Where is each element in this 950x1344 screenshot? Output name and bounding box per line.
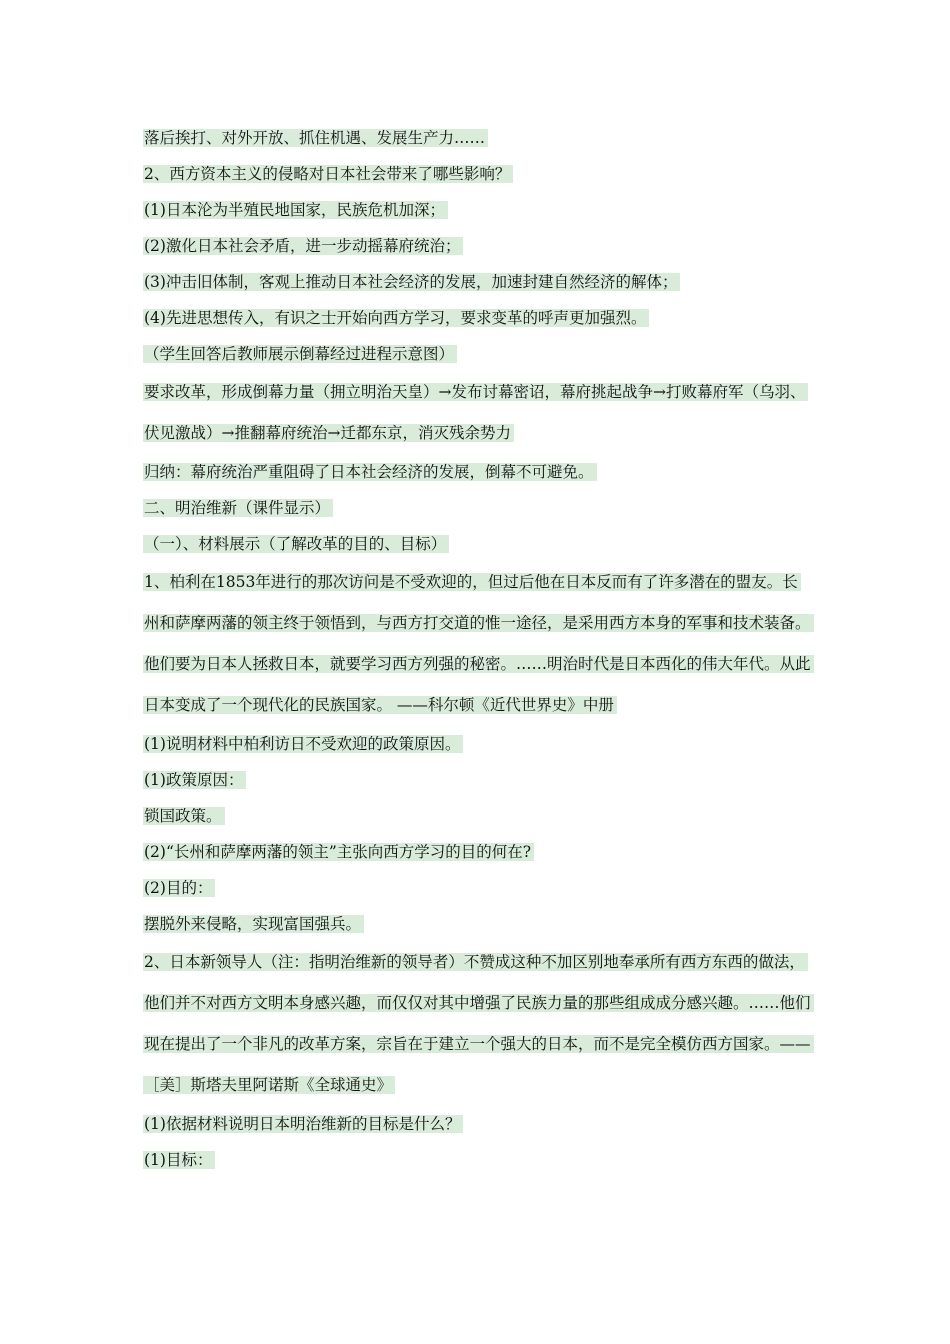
paragraph-text: (1)目标： xyxy=(143,1151,215,1169)
paragraph-9 xyxy=(143,454,813,490)
paragraph-text: 归纳：幕府统治严重阻碍了日本社会经济的发展，倒幕不可避免。 xyxy=(143,463,597,481)
paragraph-text: （一）、材料展示（了解改革的目的、目标） xyxy=(143,535,449,553)
paragraph-text: 锁国政策。 xyxy=(143,807,225,825)
paragraph-text: (2)激化日本社会矛盾，进一步动摇幕府统治； xyxy=(143,237,463,255)
paragraph-5 xyxy=(143,264,813,300)
paragraph-4 xyxy=(143,228,813,264)
paragraph-text: 二、明治维新（课件显示） xyxy=(143,499,333,517)
document-body xyxy=(143,120,813,1178)
paragraph-16 xyxy=(143,834,813,870)
section-heading xyxy=(143,490,813,526)
paragraph-20 xyxy=(143,1106,813,1142)
subsection-heading xyxy=(143,526,813,562)
paragraph-text: 摆脱外来侵略，实现富国强兵。 xyxy=(143,915,364,933)
paragraph-text: (1)政策原因： xyxy=(143,771,246,789)
paragraph-1 xyxy=(143,120,813,156)
paragraph-3 xyxy=(143,192,813,228)
paragraph-14 xyxy=(143,762,813,798)
paragraph-text: 2、西方资本主义的侵略对日本社会带来了哪些影响？ xyxy=(143,165,513,183)
paragraph-text: (1)日本沦为半殖民地国家，民族危机加深； xyxy=(143,201,448,219)
paragraph-7 xyxy=(143,336,813,372)
paragraph-text: 要求改革，形成倒幕力量（拥立明治天皇）→发布讨幕密诏，幕府挑起战争→打败幕府军（乌羽、伏见激战）→推翻幕府统治→迁都东京，消灭残余势力 xyxy=(143,383,808,442)
paragraph-13 xyxy=(143,726,813,762)
paragraph-material-2 xyxy=(143,942,813,1106)
paragraph-2 xyxy=(143,156,813,192)
paragraph-text: 1、柏利在1853年进行的那次访问是不受欢迎的，但过后他在日本反而有了许多潜在的盟友。长州和萨摩两藩的领主终于领悟到，与西方打交道的惟一途径，是采用西方本身的军事和技术装备。他们要为日本人拯救日本，就要学习西方列强的秘密。……明治时代是日本西化的伟大年代。从此日本变成了一个现代化的民族国家。 ——科尔顿《近代世界史》中册 xyxy=(143,573,814,714)
paragraph-text: （学生回答后教师展示倒幕经过进程示意图） xyxy=(143,345,457,363)
paragraph-text: (2)“长州和萨摩两藩的领主”主张向西方学习的目的何在? xyxy=(143,843,534,861)
paragraph-text: 落后挨打、对外开放、抓住机遇、发展生产力…… xyxy=(143,129,488,147)
paragraph-text: (1)依据材料说明日本明治维新的目标是什么？ xyxy=(143,1115,463,1133)
paragraph-text: 2、日本新领导人（注：指明治维新的领导者）不赞成这种不加区别地奉承所有西方东西的做法，他们并不对西方文明本身感兴趣，而仅仅对其中增强了民族力量的那些组成成分感兴趣。……他们现在提出了一个非凡的改革方案，宗旨在于建立一个强大的日本，而不是完全模仿西方国家。——［美］斯塔夫里阿诺斯《全球通史》 xyxy=(143,953,814,1094)
paragraph-21 xyxy=(143,1142,813,1178)
paragraph-text: (3)冲击旧体制，客观上推动日本社会经济的发展，加速封建自然经济的解体； xyxy=(143,273,680,291)
paragraph-15 xyxy=(143,798,813,834)
paragraph-material-1 xyxy=(143,562,813,726)
paragraph-text: (2)目的： xyxy=(143,879,215,897)
paragraph-text: (4)先进思想传入，有识之士开始向西方学习，要求变革的呼声更加强烈。 xyxy=(143,309,649,327)
paragraph-17 xyxy=(143,870,813,906)
paragraph-text: (1)说明材料中柏利访日不受欢迎的政策原因。 xyxy=(143,735,463,753)
paragraph-18 xyxy=(143,906,813,942)
paragraph-8 xyxy=(143,372,813,454)
paragraph-6 xyxy=(143,300,813,336)
